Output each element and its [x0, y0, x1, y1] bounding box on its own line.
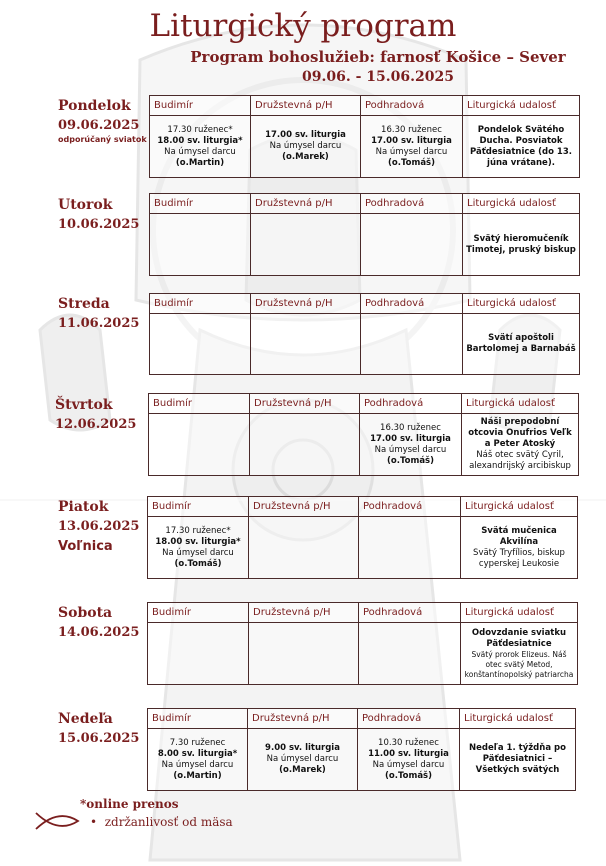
day-name: Štvrtok: [55, 397, 113, 413]
col-header-druzstevna: Družstevná p/H: [250, 394, 360, 414]
cell-druzstevna: [251, 314, 361, 375]
date-range: 09.06. - 15.06.2025: [302, 69, 454, 85]
col-header-druzstevna: Družstevná p/H: [251, 194, 361, 214]
cell-podhradova: [359, 623, 461, 685]
online-note: *online prenos: [80, 797, 179, 811]
col-header-druzstevna: Družstevná p/H: [251, 294, 361, 314]
col-header-druzstevna: Družstevná p/H: [251, 96, 361, 116]
day-date: 12.06.2025: [55, 417, 137, 432]
cell-podhradova: [361, 314, 463, 375]
fish-icon: [34, 810, 82, 832]
day-date: 15.06.2025: [58, 731, 140, 746]
schedule-table-utorok: [149, 193, 580, 276]
col-header-budimir: Budimír: [150, 294, 251, 314]
cell-udalost: Svätá mučenica Akvilína Svätý Tryfílios, biskup cyperskej Leukosie: [461, 517, 578, 579]
col-header-budimir: Budimír: [150, 194, 251, 214]
col-header-podhradova: Podhradová: [361, 194, 463, 214]
day-name: Piatok: [58, 499, 109, 515]
cell-udalost: Nedeľa 1. týždňa po Päťdesiatnici – Všetkých svätých: [460, 729, 576, 791]
schedule-table-sobota: [147, 602, 578, 685]
day-name: Streda: [58, 296, 110, 312]
col-header-druzstevna: Družstevná p/H: [249, 603, 359, 623]
day-label-nedela: [58, 711, 139, 746]
day-note: odporúčaný sviatok: [58, 135, 147, 144]
cell-druzstevna: 17.00 sv. liturgia Na úmysel darcu (o.Marek): [251, 116, 361, 178]
cell-podhradova: 10.30 ruženec 11.00 sv. liturgia Na úmysel darcu (o.Tomáš): [358, 729, 460, 791]
col-header-udalost: Liturgická udalosť: [463, 194, 580, 214]
cell-podhradova: [359, 517, 461, 579]
cell-druzstevna: [249, 623, 359, 685]
cell-budimir: [149, 414, 250, 476]
day-date: 13.06.2025: [58, 519, 140, 534]
page-subtitle: Program bohoslužieb: farnosť Košice – Sever: [190, 48, 566, 66]
cell-druzstevna: [249, 517, 359, 579]
page-title: Liturgický program: [149, 8, 457, 44]
cell-budimir: 17.30 ruženec* 18.00 sv. liturgia* Na úmysel darcu (o.Tomáš): [148, 517, 249, 579]
col-header-budimir: Budimír: [148, 709, 248, 729]
fasting-note-text: zdržanlivosť od mäsa: [104, 815, 233, 829]
day-date: 11.06.2025: [58, 316, 140, 331]
cell-budimir: [150, 214, 251, 276]
day-name: Nedeľa: [58, 711, 113, 727]
col-header-udalost: Liturgická udalosť: [461, 603, 578, 623]
day-name: Utorok: [58, 197, 113, 213]
col-header-podhradova: Podhradová: [361, 294, 463, 314]
schedule-table-streda: [149, 293, 580, 375]
day-name: Pondelok: [58, 98, 131, 114]
day-label-piatok: [58, 499, 139, 554]
day-date: 09.06.2025: [58, 118, 140, 133]
cell-budimir: [150, 314, 251, 375]
day-extra-volnica: Voľnica: [58, 539, 113, 554]
schedule-table-nedela: [147, 708, 576, 791]
col-header-druzstevna: Družstevná p/H: [249, 497, 359, 517]
col-header-podhradova: Podhradová: [361, 96, 463, 116]
schedule-table-stvrtok: [148, 393, 579, 476]
day-name: Sobota: [58, 605, 113, 621]
cell-druzstevna: [250, 414, 360, 476]
cell-podhradova: [361, 214, 463, 276]
schedule-table-piatok: [147, 496, 578, 579]
col-header-udalost: Liturgická udalosť: [460, 709, 576, 729]
day-label-utorok: [58, 197, 139, 232]
col-header-podhradova: Podhradová: [359, 497, 461, 517]
bullet-icon: •: [90, 815, 105, 829]
col-header-budimir: Budimír: [148, 603, 249, 623]
cell-podhradova: 16.30 ruženec 17.00 sv. liturgia Na úmysel darcu (o.Tomáš): [360, 414, 462, 476]
col-header-podhradova: Podhradová: [360, 394, 462, 414]
day-label-stvrtok: [55, 397, 136, 432]
fasting-note-item: [90, 815, 233, 829]
cell-udalost: Odovzdanie sviatku Päťdesiatnice Svätý prorok Elizeus. Náš otec svätý Metod, konštantínopolský patriarcha: [461, 623, 578, 685]
cell-udalost: Pondelok Svätého Ducha. Posviatok Päťdesiatnice (do 13. júna vrátane).: [463, 116, 580, 178]
col-header-podhradova: Podhradová: [359, 603, 461, 623]
col-header-podhradova: Podhradová: [358, 709, 460, 729]
col-header-udalost: Liturgická udalosť: [462, 394, 579, 414]
cell-udalost: Svätý hieromučeník Timotej, pruský biskup: [463, 214, 580, 276]
day-label-streda: [58, 296, 139, 331]
day-date: 10.06.2025: [58, 217, 140, 232]
col-header-druzstevna: Družstevná p/H: [248, 709, 358, 729]
col-header-budimir: Budimír: [148, 497, 249, 517]
cell-podhradova: 16.30 ruženec 17.00 sv. liturgia Na úmysel darcu (o.Tomáš): [361, 116, 463, 178]
col-header-udalost: Liturgická udalosť: [461, 497, 578, 517]
day-date: 14.06.2025: [58, 625, 140, 640]
cell-udalost: Svätí apoštoli Bartolomej a Barnabáš: [463, 314, 580, 375]
cell-druzstevna: [251, 214, 361, 276]
cell-udalost: Náši prepodobní otcovia Onufrios Veľk a Peter Atoský Náš otec svätý Cyril, alexandrijský arcibiskup: [462, 414, 579, 476]
cell-budimir: 7.30 ruženec 8.00 sv. liturgia* Na úmysel darcu (o.Martin): [148, 729, 248, 791]
cell-budimir: 17.30 ruženec* 18.00 sv. liturgia* Na úmysel darcu (o.Martin): [150, 116, 251, 178]
col-header-budimir: Budimír: [150, 96, 251, 116]
cell-druzstevna: 9.00 sv. liturgia Na úmysel darcu (o.Marek): [248, 729, 358, 791]
col-header-udalost: Liturgická udalosť: [463, 294, 580, 314]
col-header-budimir: Budimír: [149, 394, 250, 414]
schedule-table-pondelok: [149, 95, 580, 178]
col-header-udalost: Liturgická udalosť: [463, 96, 580, 116]
cell-budimir: [148, 623, 249, 685]
day-label-pondelok: [58, 98, 147, 144]
day-label-sobota: [58, 605, 139, 640]
